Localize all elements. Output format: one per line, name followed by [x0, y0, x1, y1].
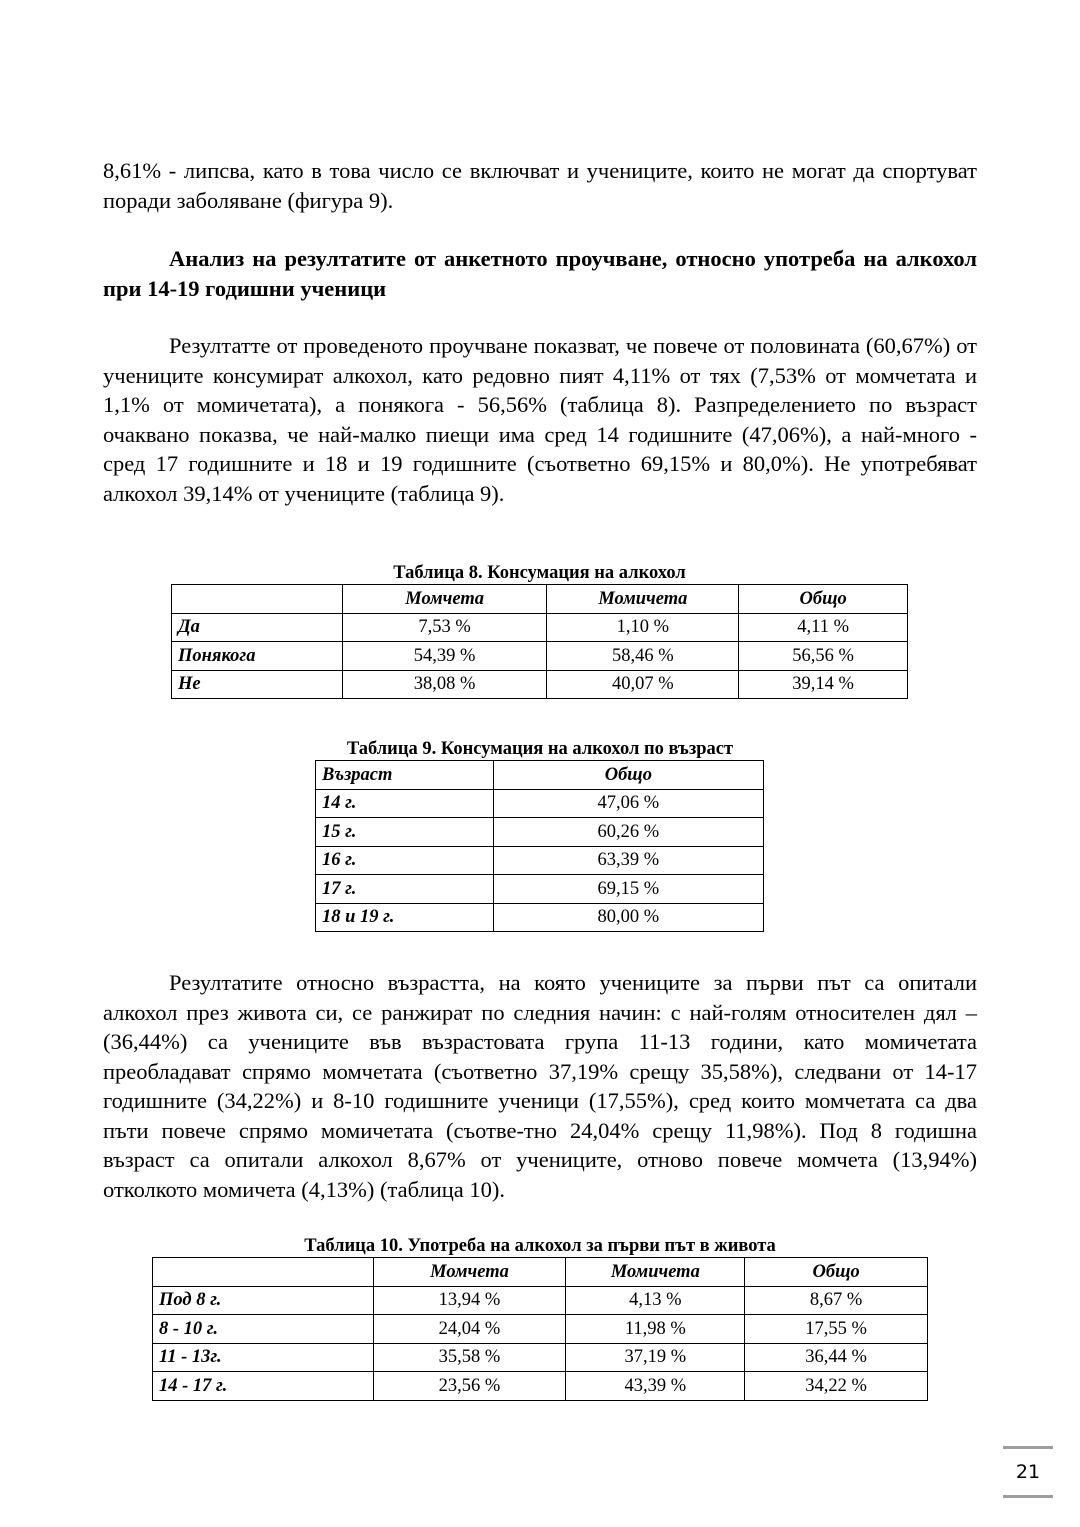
row-label: 18 и 19 г. [316, 903, 494, 932]
cell-value: 24,04 % [373, 1315, 566, 1344]
cell-value: 8,67 % [745, 1286, 928, 1315]
table10-header-empty [153, 1258, 374, 1287]
table-row [153, 1372, 928, 1401]
cell-value: 36,44 % [745, 1343, 928, 1372]
table8 [171, 584, 908, 699]
table8-header-girls: Момичета [547, 585, 739, 614]
table10-header-row [153, 1258, 928, 1287]
table10-header-girls: Момичета [566, 1258, 745, 1287]
table8-header-empty [172, 585, 343, 614]
row-label: 17 г. [316, 875, 494, 904]
table8-header-row [172, 585, 908, 614]
section-heading: Анализ на резултатите от анкетното проучване, относно употреба на алкохол при 14-19 годишни ученици [103, 246, 977, 301]
cell-value: 80,00 % [493, 903, 763, 932]
table-row [153, 1343, 928, 1372]
cell-value: 1,10 % [547, 613, 739, 642]
cell-value: 35,58 % [373, 1343, 566, 1372]
body-paragraph-2: Резултатите относно възрастта, на която учениците за първи път са опитали алкохол през живота си, се ранжират по следния начин: с най-голям относителен дял – (36,44%) са учениците във възрастовата група 11-13 години, като момичетата преобладават спрямо момчетата (съответно 37,19% срещу 35,58%), следвани от 14-17 годишните (34,22%) и 8-10 годишните ученици (17,55%), сред които момчетата са два пъти повече спрямо момичетата (съотве-тно 24,04% срещу 11,98%). Под 8 годишна възраст са опитали алкохол 8,67% от учениците, отново повече момчета (13,94%) отколкото момичета (4,13%) (таблица 10). [103, 970, 977, 1202]
cell-value: 58,46 % [547, 642, 739, 671]
table-row [153, 1286, 928, 1315]
row-label: 8 - 10 г. [153, 1315, 374, 1344]
cell-value: 56,56 % [739, 642, 908, 671]
table9-caption: Таблица 9. Консумация на алкохол по възраст [346, 739, 734, 759]
cell-value: 7,53 % [342, 613, 547, 642]
table-row [153, 1315, 928, 1344]
cell-value: 23,56 % [373, 1372, 566, 1401]
row-label: 15 г. [316, 818, 494, 847]
cell-value: 4,11 % [739, 613, 908, 642]
cell-value: 4,13 % [566, 1286, 745, 1315]
intro-paragraph: 8,61% - липсва, като в това число се включват и учениците, които не могат да спортуват поради заболяване (фигура 9). [103, 158, 977, 213]
row-label: 16 г. [316, 846, 494, 875]
table8-caption: Таблица 8. Консумация на алкохол [393, 563, 686, 583]
cell-value: 38,08 % [342, 670, 547, 699]
table-row [316, 846, 764, 875]
table9-header-row [316, 761, 764, 790]
cell-value: 54,39 % [342, 642, 547, 671]
table9-header-total: Общо [493, 761, 763, 790]
table-row [172, 613, 908, 642]
page-number: 21 [1003, 1446, 1053, 1498]
cell-value: 63,39 % [493, 846, 763, 875]
row-label: Не [172, 670, 343, 699]
cell-value: 69,15 % [493, 875, 763, 904]
row-label: Понякога [172, 642, 343, 671]
table-row [172, 670, 908, 699]
cell-value: 43,39 % [566, 1372, 745, 1401]
row-label: 11 - 13г. [153, 1343, 374, 1372]
table10-header-total: Общо [745, 1258, 928, 1287]
row-label: 14 г. [316, 789, 494, 818]
table-row [316, 875, 764, 904]
cell-value: 37,19 % [566, 1343, 745, 1372]
cell-value: 13,94 % [373, 1286, 566, 1315]
row-label: 14 - 17 г. [153, 1372, 374, 1401]
table-row [316, 789, 764, 818]
table-row [316, 903, 764, 932]
table10-caption: Таблица 10. Употреба на алкохол за първи път в живота [304, 1236, 776, 1256]
table10-header-boys: Момчета [373, 1258, 566, 1287]
cell-value: 47,06 % [493, 789, 763, 818]
table8-header-boys: Момчета [342, 585, 547, 614]
row-label: Да [172, 613, 343, 642]
row-label: Под 8 г. [153, 1286, 374, 1315]
cell-value: 60,26 % [493, 818, 763, 847]
body-paragraph-1: Резултатте от проведеното проучване показват, че повече от половината (60,67%) от учениците консумират алкохол, като редовно пият 4,11% от тях (7,53% от момчетата и 1,1% от момичетата), а понякога - 56,56% (таблица 8). Разпределението по възраст очаквано показва, че най-малко пиещи има сред 14 годишните (47,06%), а най-много - сред 17 годишните и 18 и 19 годишните (съответно 69,15% и 80,0%). Не употребяват алкохол 39,14% от учениците (таблица 9). [103, 333, 977, 506]
table-row [172, 642, 908, 671]
cell-value: 34,22 % [745, 1372, 928, 1401]
table9-header-age: Възраст [316, 761, 494, 790]
cell-value: 39,14 % [739, 670, 908, 699]
table9 [315, 760, 764, 932]
cell-value: 17,55 % [745, 1315, 928, 1344]
table10 [152, 1257, 928, 1401]
cell-value: 11,98 % [566, 1315, 745, 1344]
table-row [316, 818, 764, 847]
cell-value: 40,07 % [547, 670, 739, 699]
table8-header-total: Общо [739, 585, 908, 614]
